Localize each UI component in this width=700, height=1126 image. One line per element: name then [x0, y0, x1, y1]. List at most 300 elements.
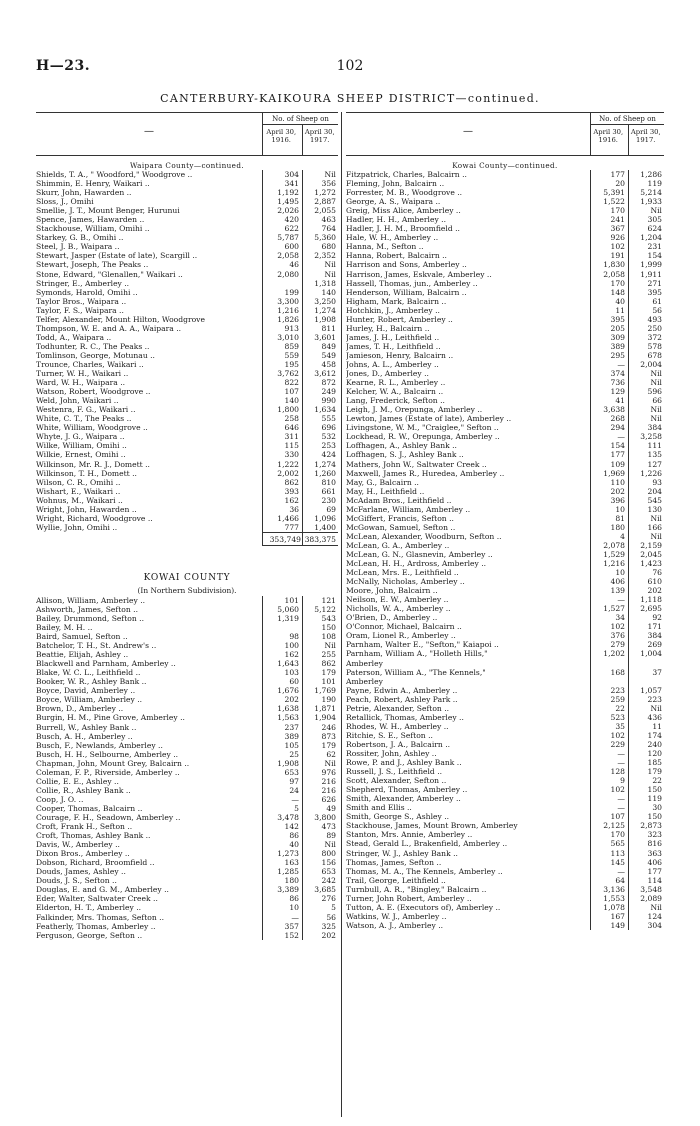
sheep-1917: 2,159 [628, 541, 664, 550]
sheep-1917: 1,999 [628, 260, 664, 269]
sheep-1917: 242 [302, 876, 338, 885]
sheep-1916: 1,078 [590, 903, 628, 912]
sheep-1916: 862 [262, 478, 302, 487]
total-row [36, 532, 338, 546]
sheep-1917: 150 [628, 785, 664, 794]
owner-name: Batchelor, T. H., St. Andrew's .. [36, 641, 157, 651]
table-row [36, 903, 338, 912]
table-row [36, 233, 338, 242]
owner-name: Taylor Bros., Waipara .. [36, 296, 127, 306]
owner-name: Brown, D., Amberley .. [36, 704, 124, 714]
owner-name: Thomas, M. A., The Kennels, Amberley .. [346, 866, 503, 876]
sheep-1917: 816 [628, 839, 664, 848]
sheep-1917: 3,612 [302, 369, 338, 378]
sheep-1917: 121 [302, 596, 338, 605]
sheep-1916: — [590, 360, 628, 369]
sheep-1916: 36 [262, 505, 302, 514]
owner-name: Skurr, John, Hawarden .. [36, 188, 132, 198]
sheep-1916: 241 [590, 215, 628, 224]
table-row [346, 568, 664, 577]
table-row [36, 840, 338, 849]
sheep-1916: 97 [262, 777, 302, 786]
sheep-1916: 102 [590, 242, 628, 251]
page-title: CANTERBURY-KAIKOURA SHEEP DISTRICT—continued. [160, 92, 540, 105]
table-row [346, 188, 664, 197]
owner-name: Scott, Alexander, Sefton .. [346, 776, 447, 786]
owner-name: Jamieson, Henry, Balcairn .. [346, 350, 454, 360]
table-row [36, 677, 338, 686]
sheep-1917: 2,695 [628, 604, 664, 613]
sheep-1916: 1,202 [590, 649, 628, 658]
sheep-1917: 990 [302, 396, 338, 405]
owner-name: Wright, John, Hawarden .. [36, 504, 137, 514]
sheep-1917: 323 [628, 830, 664, 839]
table-row [36, 804, 338, 813]
owner-name: Amberley [346, 676, 383, 686]
owner-name: Amberley [346, 658, 383, 668]
sheep-1917: 436 [628, 713, 664, 722]
sheep-1916: 1,830 [590, 260, 628, 269]
sheep-1917: 92 [628, 613, 664, 622]
sheep-1917: 11 [628, 722, 664, 731]
owner-name: Watson, Robert, Woodgrove .. [36, 387, 151, 397]
table-row [36, 732, 338, 741]
sheep-1916: 1,216 [262, 306, 302, 315]
owner-name: Tomlinson, George, Motunau .. [36, 350, 155, 360]
owner-name: Shields, T. A., " Woodford," Woodgrove .. [36, 170, 193, 179]
sheep-1916: 34 [590, 613, 628, 622]
sheep-1916: 822 [262, 378, 302, 387]
sheep-1917: 1,057 [628, 686, 664, 695]
owner-name: McLean, G. A., Amberley .. [346, 540, 450, 550]
table-row [346, 306, 664, 315]
sheep-1917: 185 [628, 758, 664, 767]
owner-name: Trounce, Charles, Waikari .. [36, 359, 144, 369]
table-row [346, 740, 664, 749]
owner-name: Hurley, H., Balcairn .. [346, 323, 430, 333]
table-row [346, 640, 664, 649]
owner-name: Thompson, W. E. and A. A., Waipara .. [36, 323, 182, 333]
sheep-1916: 10 [590, 568, 628, 577]
owner-name: McLean, G. N., Glasnevin, Amberley .. [346, 549, 493, 559]
sheep-1916: 5,060 [262, 605, 302, 614]
sheep-1916: 64 [590, 876, 628, 885]
table-row [36, 387, 338, 396]
sheep-1917: 89 [302, 831, 338, 840]
sheep-1917: 127 [628, 460, 664, 469]
sheep-1917: 2,873 [628, 821, 664, 830]
table-row [346, 867, 664, 876]
sheep-1916: 341 [262, 179, 302, 188]
owner-name: Stringer, E., Amberley .. [36, 278, 130, 288]
header-col-1916: April 30, 1916. [266, 128, 297, 144]
sheep-1917: 305 [628, 215, 664, 224]
owner-name: Lewton, James (Estate of late), Amberley .. [346, 414, 512, 424]
sheep-1916: 1,969 [590, 469, 628, 478]
owner-name: Rossiter, John, Ashley .. [346, 749, 437, 758]
sheep-1916: 304 [262, 170, 302, 179]
sheep-1917: 250 [628, 324, 664, 333]
sheep-1917: 2,887 [302, 197, 338, 206]
owner-name: Coop, J. O. .. [36, 794, 84, 804]
table-row [36, 378, 338, 387]
owner-name: O'Brien, D., Amberley .. [346, 613, 438, 623]
owner-name: May, H., Leithfield .. [346, 486, 425, 496]
owner-name: White, William, Woodgrove .. [36, 423, 148, 433]
owner-name: Starkey, G. B., Omihi .. [36, 233, 124, 243]
table-row [346, 405, 664, 414]
sheep-1916: 3,389 [262, 885, 302, 894]
sheep-1916: — [590, 803, 628, 812]
sheep-1916: 107 [262, 387, 302, 396]
owner-name: Parnham, William A., "Holleth Hills," [346, 649, 488, 659]
table-row [36, 188, 338, 197]
table-row [346, 749, 664, 758]
owner-name: Harrison, James, Eskvale, Amberley .. [346, 269, 492, 279]
owner-name: Chapman, John, Mount Grey, Balcairn .. [36, 758, 190, 768]
sheep-1917: 549 [302, 351, 338, 360]
sheep-1916: 177 [590, 450, 628, 459]
sheep-1916: 170 [590, 206, 628, 215]
sheep-1916: 258 [262, 414, 302, 423]
owner-name: Watson, A. J., Amberley .. [346, 920, 444, 930]
table-row [346, 695, 664, 704]
owner-name: Greig, Miss Alice, Amberley .. [346, 206, 461, 216]
sheep-1916: 1,192 [262, 188, 302, 197]
sheep-1916: 199 [262, 288, 302, 297]
sheep-1916: 168 [590, 668, 628, 677]
sheep-1917: 101 [302, 677, 338, 686]
sheep-1917: 3,250 [302, 297, 338, 306]
owner-name: Whyte, J. G., Waipara .. [36, 432, 125, 442]
table-row [36, 777, 338, 786]
owner-name: Ashworth, James, Sefton .. [36, 604, 138, 614]
owner-name: Sloss, J., Omihi [36, 197, 94, 207]
owner-name: Elderton, H. T., Amberley .. [36, 903, 142, 913]
sheep-1916: 162 [262, 650, 302, 659]
table-row [346, 297, 664, 306]
header-dash: — [463, 126, 473, 137]
sheep-1916: 311 [262, 432, 302, 441]
sheep-1917: 230 [302, 496, 338, 505]
table-row [346, 731, 664, 740]
owner-name: Dixon Bros., Amberley .. [36, 849, 130, 859]
table-row [346, 369, 664, 378]
sheep-1917: 626 [302, 795, 338, 804]
sheep-1916: 86 [262, 894, 302, 903]
table-row [346, 378, 664, 387]
section-heading: Waipara County—continued. [129, 161, 245, 170]
sheep-1916: 1,285 [262, 867, 302, 876]
sheep-1916: 25 [262, 750, 302, 759]
sheep-1917: 271 [628, 279, 664, 288]
table-row [36, 894, 338, 903]
sheep-1916: 177 [590, 170, 628, 179]
sheep-1917: Nil [302, 260, 338, 269]
owner-name: Trail, George, Leithfield .. [346, 875, 446, 885]
owner-name: Blake, W. C. L., Leithfield .. [36, 668, 141, 678]
sheep-1917: 1,226 [628, 469, 664, 478]
table-row [346, 559, 664, 568]
table-row [346, 722, 664, 731]
table-row [36, 641, 338, 650]
owner-name: Watkins, W. J., Amberley .. [346, 911, 447, 921]
sheep-1917: 661 [302, 487, 338, 496]
owner-name: McLean, H. H., Ardross, Amberley .. [346, 559, 487, 569]
owner-name: McFarlane, William, Amberley .. [346, 504, 471, 514]
sheep-1916: 1,466 [262, 514, 302, 523]
table-row [346, 704, 664, 713]
owner-name: Parnham, Walter E., "Sefton," Kaiapoi .. [346, 640, 499, 650]
table-row [36, 913, 338, 922]
sheep-1917: 166 [628, 523, 664, 532]
sheep-1917: Nil [302, 170, 338, 179]
sheep-1916: 1,563 [262, 713, 302, 722]
sheep-1916: 107 [590, 812, 628, 821]
owner-name: Collie, E. E., Ashley .. [36, 776, 119, 786]
table-row [346, 686, 664, 695]
table-row [36, 759, 338, 768]
sheep-1917: 862 [302, 659, 338, 668]
owner-name: Petrie, Alexander, Sefton .. [346, 703, 450, 713]
table-row [36, 369, 338, 378]
owner-name: Hunter, Robert, Amberley .. [346, 314, 453, 324]
table-row [36, 423, 338, 432]
header-col-1917: April 30, 1917. [628, 125, 664, 155]
table-row [36, 596, 338, 605]
sheep-1917: 1,118 [628, 595, 664, 604]
owner-name: McGiffert, Francis, Sefton .. [346, 513, 454, 523]
sheep-1916: — [590, 758, 628, 767]
sheep-1917: 463 [302, 215, 338, 224]
owner-name: Loffhagen, S. J., Ashley Bank .. [346, 450, 464, 460]
owner-name: Stackhouse, William, Omihi .. [36, 224, 150, 234]
owners-list [36, 596, 338, 940]
sheep-1916: — [262, 913, 302, 922]
sheep-1916: 374 [590, 369, 628, 378]
sheep-1917: 66 [628, 396, 664, 405]
table-row [36, 849, 338, 858]
sheep-1916: 101 [262, 596, 302, 605]
sheep-1917: 1,318 [302, 279, 338, 288]
sheep-1917: 1,769 [302, 686, 338, 695]
owner-name: Stewart, Jasper (Estate of late), Scargill .. [36, 251, 198, 261]
sheep-1916: 110 [590, 478, 628, 487]
sheep-1916: 268 [590, 414, 628, 423]
sheep-1917: 1,933 [628, 197, 664, 206]
sheep-1917: 223 [628, 695, 664, 704]
owner-name: Hanna, M., Sefton .. [346, 242, 424, 252]
sheep-1917: 1,904 [302, 713, 338, 722]
owner-name: Falkinder, Mrs. Thomas, Sefton .. [36, 912, 164, 922]
sheep-1917: 384 [628, 631, 664, 640]
sheep-1917: 555 [302, 414, 338, 423]
sheep-1916: 420 [262, 215, 302, 224]
table-row [346, 803, 664, 812]
sheep-1916: 81 [590, 514, 628, 523]
table-row [346, 767, 664, 776]
header-dash: — [144, 126, 154, 137]
sheep-1917: 1,096 [302, 514, 338, 523]
sheep-1916 [590, 659, 628, 668]
sheep-1917: 1,634 [302, 405, 338, 414]
sheep-1917: 56 [628, 306, 664, 315]
sheep-1916: 139 [590, 586, 628, 595]
owner-name: Lockhead, R. W., Orepunga, Amberley .. [346, 432, 500, 442]
owner-name: Retallick, Thomas, Amberley .. [346, 712, 464, 722]
sheep-1916: 279 [590, 640, 628, 649]
sheep-1916: 98 [262, 632, 302, 641]
table-row [36, 632, 338, 641]
table-row [346, 858, 664, 867]
table-row [36, 614, 338, 623]
owner-name: Burgin, H. M., Pine Grove, Amberley .. [36, 713, 185, 723]
sheep-1916: 202 [590, 487, 628, 496]
table-row [346, 812, 664, 821]
sheep-1916: 162 [262, 496, 302, 505]
sheep-1917: 1,911 [628, 270, 664, 279]
owner-name: Bailey, M. H. .. [36, 623, 93, 633]
table-row [346, 794, 664, 803]
table-row [36, 505, 338, 514]
sheep-1916 [262, 623, 302, 632]
table-row [36, 523, 338, 532]
owner-name: Cooper, Thomas, Balcairn .. [36, 803, 143, 813]
sheep-1917: 696 [302, 423, 338, 432]
sheep-1916: 170 [590, 830, 628, 839]
sheep-1916: 559 [262, 351, 302, 360]
sheep-1916: 163 [262, 858, 302, 867]
owner-name: Neilson, E. W., Amberley .. [346, 595, 449, 605]
owner-name: McNally, Nicholas, Amberley .. [346, 577, 465, 587]
sheep-1917: 1,400 [302, 523, 338, 532]
table-row [346, 586, 664, 595]
owner-name: Booker, W. R., Ashley Bank .. [36, 677, 147, 687]
table-row [346, 215, 664, 224]
owner-name: Westenra, F. G., Waikari .. [36, 405, 136, 415]
table-row [346, 260, 664, 269]
sheep-1917: 249 [302, 387, 338, 396]
sheep-1917: 424 [302, 450, 338, 459]
table-row [36, 650, 338, 659]
sheep-1917: 356 [302, 179, 338, 188]
sheep-1916: 3,300 [262, 297, 302, 306]
table-row [36, 242, 338, 251]
table-row [346, 460, 664, 469]
sheep-1916: 100 [262, 641, 302, 650]
table-row [36, 931, 338, 940]
sheep-1916: 5,391 [590, 188, 628, 197]
table-row [346, 360, 664, 369]
owner-name: Stackhouse, James, Mount Brown, Amberley [346, 821, 518, 831]
table-row [36, 786, 338, 795]
owner-name: Stone, Edward, "Glenallen," Waikari .. [36, 269, 183, 279]
header-col-1916: April 30, 1916. [593, 128, 624, 144]
table-row [36, 695, 338, 704]
sheep-1916: 191 [590, 251, 628, 260]
sheep-1917: 140 [302, 288, 338, 297]
sheep-1916: 395 [590, 315, 628, 324]
report-reference: H—23. [36, 58, 91, 74]
sheep-1916: 40 [262, 840, 302, 849]
sheep-1916: 140 [262, 396, 302, 405]
sheep-1917: 253 [302, 441, 338, 450]
sheep-1916: 223 [590, 686, 628, 695]
owner-name: Collie, R., Ashley Bank .. [36, 785, 131, 795]
sheep-1917: 177 [628, 867, 664, 876]
table-row [346, 441, 664, 450]
sheep-1917: 179 [628, 767, 664, 776]
owner-name: McLean, Alexander, Woodburn, Sefton .. [346, 531, 502, 541]
sheep-1917: 246 [302, 723, 338, 732]
sheep-1916: 103 [262, 668, 302, 677]
table-row [346, 785, 664, 794]
sheep-1916: 1,529 [590, 550, 628, 559]
table-row [36, 224, 338, 233]
sheep-1916: 357 [262, 922, 302, 931]
sheep-1916: 309 [590, 333, 628, 342]
owner-name: Harrison and Sons, Amberley .. [346, 260, 467, 270]
table-row [346, 414, 664, 423]
table-row [346, 839, 664, 848]
owner-name: Busch, F., Newlands, Amberley .. [36, 740, 163, 750]
header-col-1917: April 30, 1917. [302, 125, 338, 155]
owner-name: Wilson, C. R., Omihi .. [36, 477, 121, 487]
owner-name: Robertson, J. A., Balcairn .. [346, 739, 451, 749]
owner-name: Stewart, Joseph, The Peaks .. [36, 260, 149, 270]
owner-name: Smith, Alexander, Amberley .. [346, 794, 461, 804]
sheep-1917: 231 [628, 242, 664, 251]
table-row [36, 396, 338, 405]
owner-name: Croft, Thomas, Ashley Bank .. [36, 831, 151, 841]
table-row [36, 822, 338, 831]
table-row [36, 441, 338, 450]
table-row [346, 179, 664, 188]
sheep-1917: Nil [628, 704, 664, 713]
sheep-1916: 149 [590, 921, 628, 930]
table-row [36, 686, 338, 695]
sheep-1916: 3,638 [590, 405, 628, 414]
sheep-1917: 1,204 [628, 233, 664, 242]
sheep-1917: 269 [628, 640, 664, 649]
sheep-1917: 624 [628, 224, 664, 233]
owner-name: McAdam Bros., Leithfield .. [346, 495, 452, 505]
table-row [36, 723, 338, 732]
owner-name: Loffhagen, A., Ashley Bank .. [346, 441, 457, 451]
sheep-1916: 1,553 [590, 894, 628, 903]
sheep-1917: 150 [302, 623, 338, 632]
owner-name: Livingstone, W. M., "Craiglee," Sefton .. [346, 423, 499, 433]
table-row [36, 306, 338, 315]
owner-name: O'Connor, Michael, Balcairn .. [346, 622, 462, 632]
sheep-1916: 129 [590, 387, 628, 396]
sheep-1916: 1,495 [262, 197, 302, 206]
owner-name: Payne, Edwin A., Amberley .. [346, 685, 458, 695]
sheep-1916: 294 [590, 423, 628, 432]
table-row [346, 668, 664, 677]
table-row [346, 224, 664, 233]
sheep-1916: 646 [262, 423, 302, 432]
sheep-1916: 35 [590, 722, 628, 731]
sheep-1917: 61 [628, 297, 664, 306]
sheep-1917: 1,260 [302, 469, 338, 478]
section-heading: Kowai County—continued. [452, 161, 558, 170]
table-row [346, 532, 664, 541]
sheep-1916: 2,058 [590, 270, 628, 279]
owner-name: Wright, Richard, Woodgrove .. [36, 513, 153, 523]
sheep-1917: 69 [302, 505, 338, 514]
sheep-1916: 102 [590, 622, 628, 631]
